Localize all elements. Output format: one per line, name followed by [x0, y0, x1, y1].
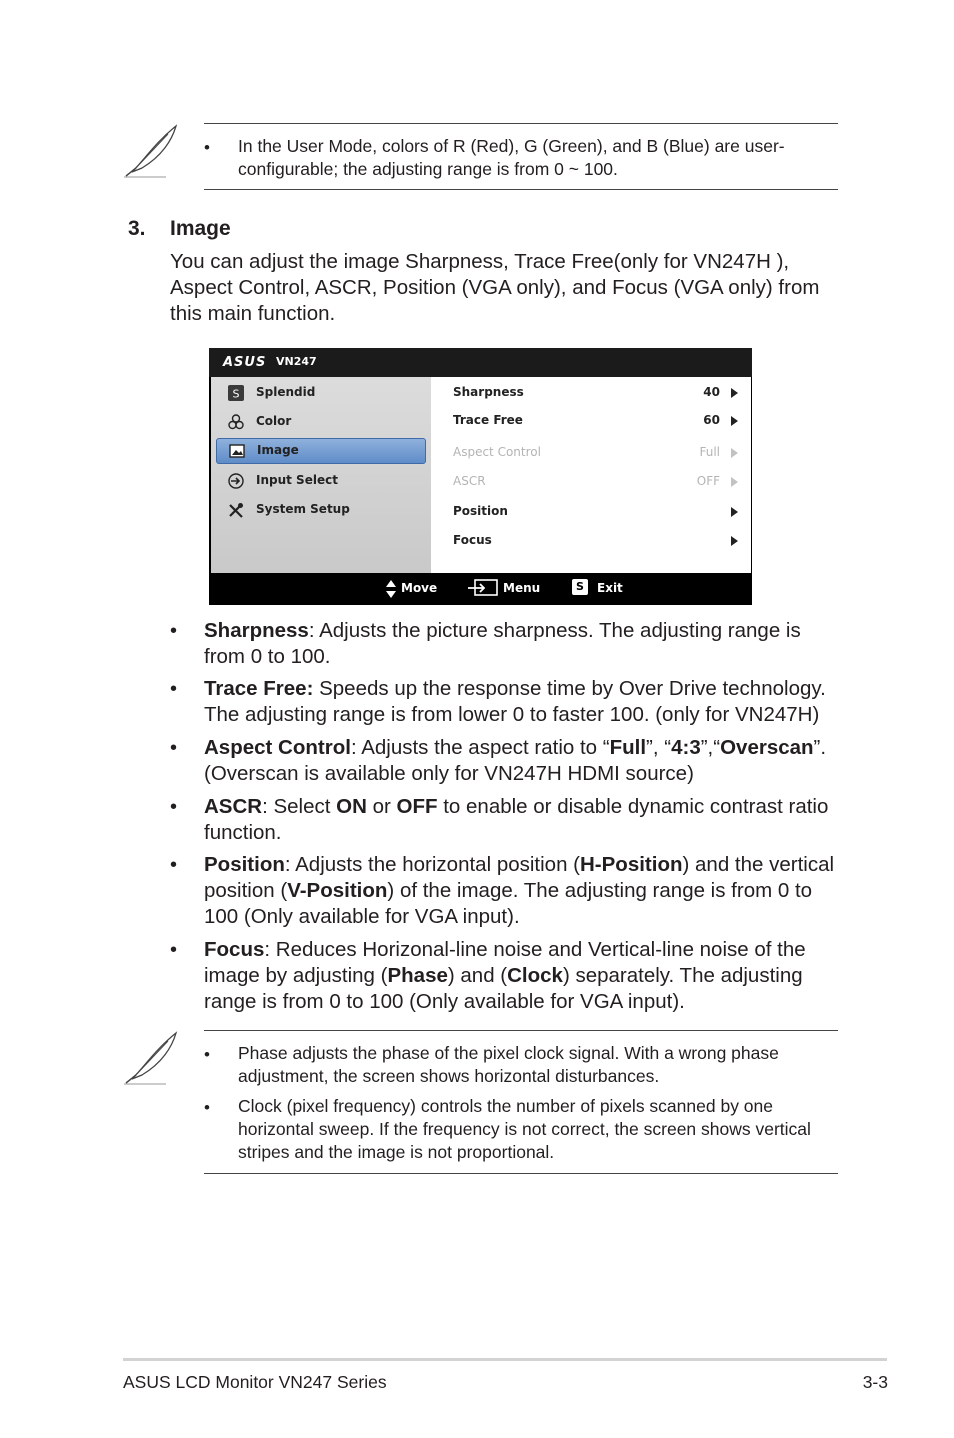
bullet-desc: ) and (: [447, 964, 508, 987]
bullet-dot: •: [170, 939, 178, 961]
option-aspect-control[interactable]: [453, 443, 738, 463]
bullet-desc: : Select: [262, 795, 337, 818]
bullet-dot: •: [170, 854, 178, 876]
menu-item-label: System Setup: [256, 502, 350, 516]
note1-top-rule: [204, 123, 838, 124]
osd-key-bar: [209, 573, 752, 605]
osd-title-bar: [209, 348, 752, 377]
arrow-right-icon: [731, 536, 738, 546]
arrow-right-icon: [731, 416, 738, 426]
input-select-icon: [228, 473, 244, 489]
option-value: OFF: [696, 474, 720, 488]
value-4-3: 4:3: [671, 736, 701, 759]
option-trace-free[interactable]: [453, 411, 738, 431]
s-letter-icon: [228, 385, 244, 401]
note1-text: In the User Mode, colors of R (Red), G (Green), and B (Blue) are user-configurable; the adjusting range is from 0 ~ 100.: [238, 136, 785, 179]
option-label: Position: [453, 504, 508, 518]
section-title: Image: [170, 217, 231, 240]
system-setup-tools-icon: [228, 502, 244, 518]
note2-bullet: •: [204, 1045, 210, 1064]
value-full: Full: [609, 736, 647, 759]
menu-item-splendid[interactable]: [216, 381, 424, 405]
bullet-desc: : Adjusts the aspect ratio to “: [350, 736, 610, 759]
option-position[interactable]: [453, 502, 738, 522]
arrow-right-icon: [731, 448, 738, 458]
bullet-term: Sharpness: [204, 619, 309, 642]
image-icon: [229, 443, 245, 459]
bullet-desc: ”. (Overscan is available only for VN247H HDMI source): [204, 736, 827, 785]
option-sharpness[interactable]: [453, 383, 738, 403]
bullet-position: [204, 852, 844, 930]
bullet-focus: [204, 937, 844, 1015]
note2-bottom-rule: [204, 1173, 838, 1174]
bullet-trace-free: [204, 676, 844, 728]
arrow-right-icon: [731, 388, 738, 398]
bullet-term: Focus: [204, 938, 265, 961]
menu-item-label: Input Select: [256, 473, 338, 487]
menu-item-color[interactable]: [216, 410, 424, 434]
menu-item-input-select[interactable]: [216, 469, 424, 493]
footer-title: ASUS LCD Monitor VN247 Series: [123, 1372, 387, 1392]
bullet-dot: •: [170, 620, 178, 642]
bullet-desc: ”, “: [646, 736, 672, 759]
value-off: OFF: [396, 795, 438, 818]
osd-model-name: VN247: [276, 355, 317, 368]
bullet-desc: to enable or disable dynamic contrast ratio function.: [204, 795, 829, 844]
value-v-position: V-Position: [287, 879, 388, 902]
section-number: 3.: [128, 217, 146, 240]
osd-main-menu: [211, 377, 431, 573]
menu-enter-icon: [468, 579, 498, 597]
bullet-term: ASCR: [204, 795, 263, 818]
up-down-arrow-icon: [386, 580, 396, 598]
bullet-dot: •: [170, 796, 178, 818]
option-value: Full: [699, 445, 720, 459]
asus-logo: ASUS: [223, 355, 267, 370]
note1-bullet: •: [204, 138, 210, 157]
move-key-label: Move: [401, 581, 438, 595]
bullet-desc: : Reduces Horizonal-line noise and Vertical-line noise of the image by adjusting (: [204, 938, 806, 987]
bullet-term: Aspect Control: [204, 736, 351, 759]
exit-key-label: Exit: [597, 581, 623, 595]
arrow-right-icon: [731, 477, 738, 487]
option-label: Trace Free: [453, 413, 523, 427]
note1-bottom-rule: [204, 189, 838, 190]
option-label: Sharpness: [453, 385, 524, 399]
bullet-desc: Speeds up the response time by Over Drive technology. The adjusting range is from lower 0 to faster 100. (only for VN247H): [204, 677, 826, 726]
bullet-term: Position: [204, 853, 285, 876]
menu-item-image[interactable]: [216, 438, 426, 464]
feather-note-icon: [122, 120, 182, 180]
section-intro: You can adjust the image Sharpness, Trace Free(only for VN247H ), Aspect Control, ASCR, Position (VGA only), and Focus (VGA only) from this main function.: [170, 250, 820, 325]
bullet-desc: ) separately. The adjusting range is from 0 to 100 (Only available for VGA input).: [204, 964, 803, 1013]
feather-note-icon: [122, 1027, 182, 1087]
option-label: Focus: [453, 533, 492, 547]
option-focus[interactable]: [453, 531, 738, 551]
option-value: 60: [703, 413, 720, 427]
note2-text-clock: Clock (pixel frequency) controls the number of pixels scanned by one horizontal sweep. If the frequency is not correct, the screen shows vertical stripes and the image is not proportional.: [238, 1096, 811, 1162]
osd-submenu: [431, 377, 751, 573]
menu-item-label: Color: [256, 414, 292, 428]
option-label: ASCR: [453, 474, 486, 488]
value-clock: Clock: [507, 964, 563, 987]
option-value: 40: [703, 385, 720, 399]
svg-text:S: S: [232, 387, 240, 401]
bullet-desc: ) of the image. The adjusting range is from 0 to 100 (Only available for VGA input).: [204, 879, 813, 928]
option-ascr[interactable]: [453, 472, 738, 492]
menu-item-system-setup[interactable]: [216, 498, 424, 522]
menu-item-label: Splendid: [256, 385, 316, 399]
menu-item-label: Image: [257, 443, 299, 457]
bullet-aspect-control: [204, 735, 844, 787]
footer-rule: [123, 1358, 887, 1361]
bullet-sharpness: [204, 618, 844, 670]
bullet-desc: : Adjusts the picture sharpness. The adjusting range is from 0 to 100.: [204, 619, 801, 668]
bullet-desc: or: [366, 795, 397, 818]
bullet-dot: •: [170, 737, 178, 759]
note2-top-rule: [204, 1030, 838, 1031]
note2-bullet: •: [204, 1098, 210, 1117]
option-label: Aspect Control: [453, 445, 541, 459]
value-h-position: H-Position: [580, 853, 683, 876]
bullet-dot: •: [170, 678, 178, 700]
value-on: ON: [336, 795, 367, 818]
bullet-ascr: [204, 794, 844, 846]
color-palette-icon: [228, 414, 244, 430]
s-key-icon: S: [572, 579, 588, 595]
value-overscan: Overscan: [720, 736, 814, 759]
arrow-right-icon: [731, 507, 738, 517]
bullet-term: Trace Free:: [204, 677, 314, 700]
page-number: 3-3: [862, 1372, 888, 1392]
value-phase: Phase: [387, 964, 448, 987]
menu-key-label: Menu: [503, 581, 541, 595]
osd-menu-figure: [209, 348, 752, 605]
bullet-desc: ”,“: [700, 736, 721, 759]
note2-text-phase: Phase adjusts the phase of the pixel clock signal. With a wrong phase adjustment, the screen shows horizontal disturbances.: [238, 1043, 779, 1086]
bullet-desc: ) and the vertical position (: [204, 853, 835, 902]
bullet-desc: : Adjusts the horizontal position (: [284, 853, 580, 876]
